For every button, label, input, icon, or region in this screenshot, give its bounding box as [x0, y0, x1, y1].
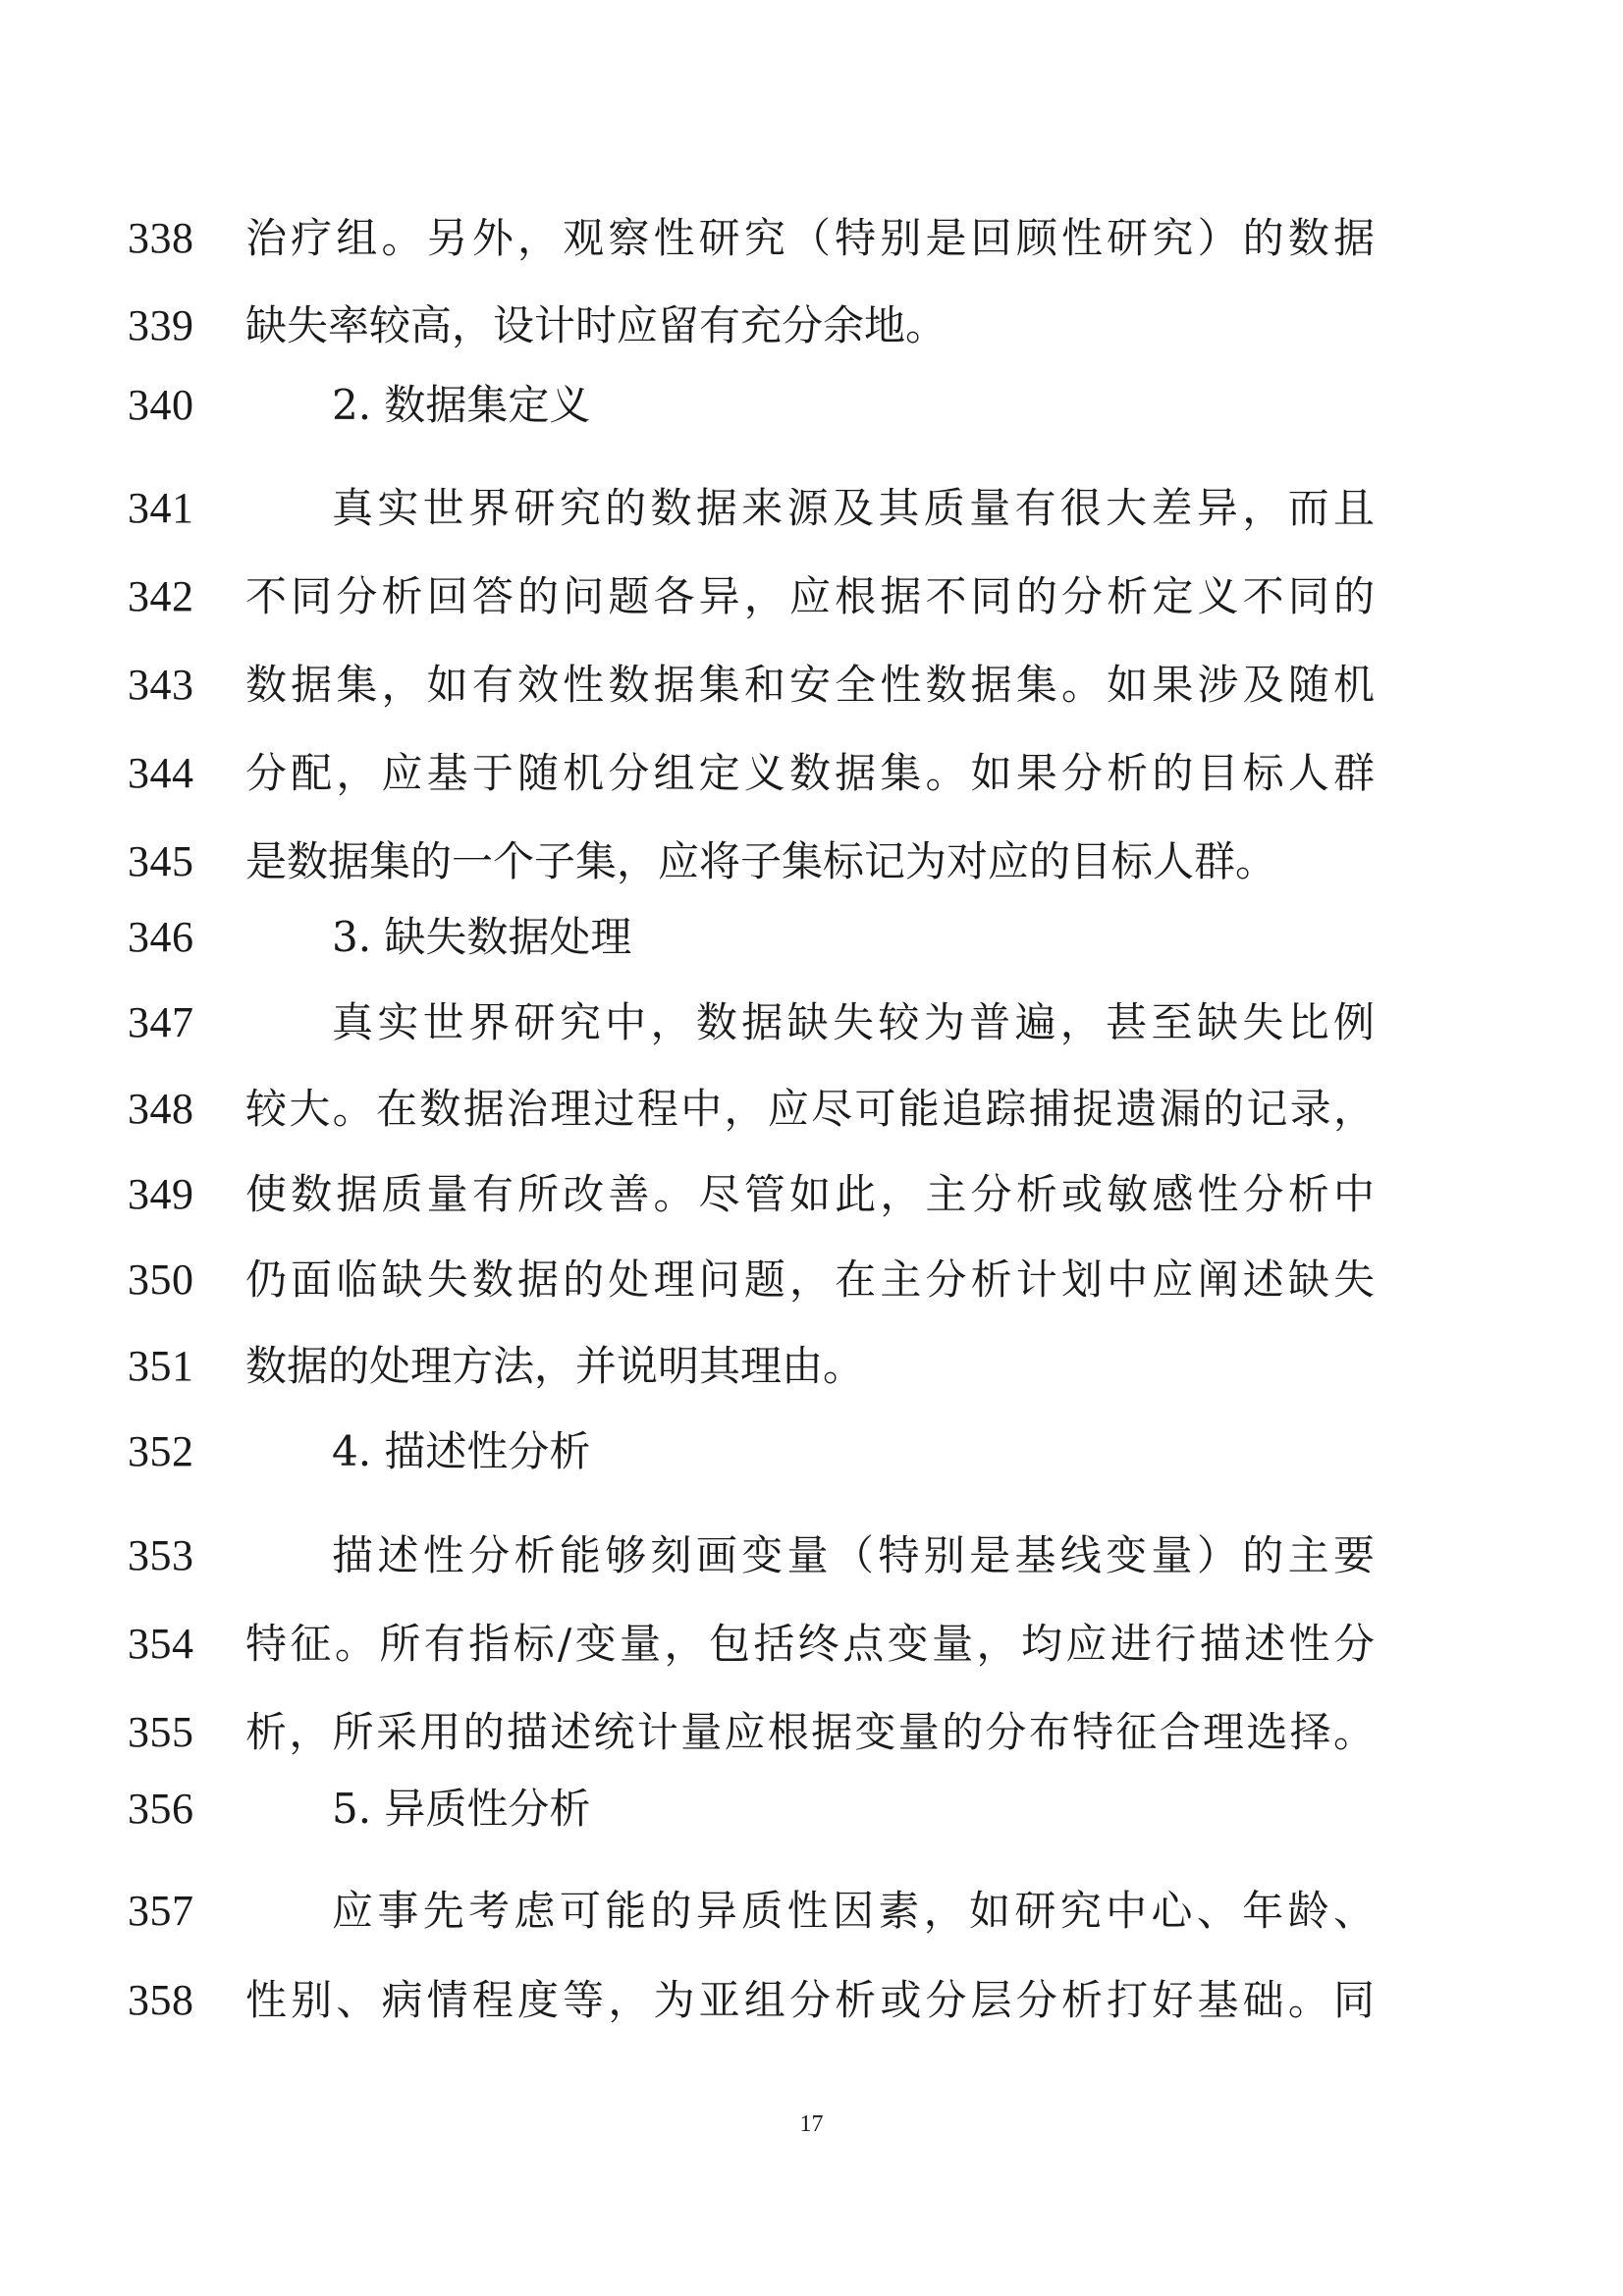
text-line	[0, 296, 1623, 355]
section-heading: 4. 描述性分析	[332, 1427, 591, 1475]
body-text: 分配，应基于随机分组定义数据集。如果分析的目标人群	[245, 749, 1375, 797]
line-number: 340	[128, 381, 194, 429]
text-line	[0, 1971, 1623, 2030]
body-text: 较大。在数据治理过程中，应尽可能追踪捕捉遗漏的记录，	[245, 1085, 1375, 1133]
line-number: 350	[128, 1255, 194, 1304]
text-line	[0, 1780, 1623, 1839]
body-text: 真实世界研究中，数据缺失较为普遍，甚至缺失比例	[332, 998, 1375, 1046]
line-number: 347	[128, 998, 194, 1046]
body-text: 析，所采用的描述统计量应根据变量的分布特征合理选择。	[245, 1708, 1375, 1756]
body-text: 性别、病情程度等，为亚组分析或分层分析打好基础。同	[245, 1976, 1375, 2024]
text-line	[0, 1526, 1623, 1585]
body-text: 数据集，如有效性数据集和安全性数据集。如果涉及随机	[245, 661, 1375, 709]
section-heading: 5. 异质性分析	[332, 1785, 591, 1833]
body-text: 仍面临缺失数据的处理问题，在主分析计划中应阐述缺失	[245, 1255, 1375, 1304]
line-number: 345	[128, 837, 194, 885]
text-line	[0, 1165, 1623, 1224]
page-number: 17	[799, 2111, 824, 2137]
text-line	[0, 744, 1623, 803]
body-text: 使数据质量有所改善。尽管如此，主分析或敏感性分析中	[245, 1170, 1375, 1218]
text-line	[0, 376, 1623, 435]
text-line	[0, 832, 1623, 891]
line-number: 344	[128, 749, 194, 797]
line-number: 339	[128, 301, 194, 349]
line-number: 349	[128, 1170, 194, 1218]
section-heading: 3. 缺失数据处理	[332, 913, 632, 961]
body-text: 是数据集的一个子集，应将子集标记为对应的目标人群。	[245, 837, 1277, 885]
line-number: 351	[128, 1342, 194, 1390]
line-number: 357	[128, 1887, 194, 1935]
text-line	[0, 1615, 1623, 1674]
line-number: 338	[128, 214, 194, 262]
section-heading: 2. 数据集定义	[332, 381, 591, 429]
body-text: 描述性分析能够刻画变量（特别是基线变量）的主要	[332, 1531, 1375, 1579]
line-number: 354	[128, 1620, 194, 1668]
text-line	[0, 908, 1623, 967]
body-text: 应事先考虑可能的异质性因素，如研究中心、年龄、	[332, 1887, 1375, 1935]
text-line	[0, 1080, 1623, 1139]
line-number: 343	[128, 661, 194, 709]
text-line	[0, 993, 1623, 1052]
line-number: 352	[128, 1427, 194, 1475]
line-number: 342	[128, 572, 194, 620]
text-line	[0, 567, 1623, 626]
text-line	[0, 1251, 1623, 1309]
line-number: 356	[128, 1785, 194, 1833]
text-line	[0, 656, 1623, 715]
line-number: 353	[128, 1531, 194, 1579]
text-line	[0, 1337, 1623, 1396]
body-text: 不同分析回答的问题各异，应根据不同的分析定义不同的	[245, 572, 1375, 620]
body-text: 缺失率较高，设计时应留有充分余地。	[245, 301, 947, 349]
text-line	[0, 479, 1623, 538]
line-number: 346	[128, 913, 194, 961]
line-number: 341	[128, 484, 194, 532]
body-text: 数据的处理方法，并说明其理由。	[245, 1342, 865, 1390]
text-line	[0, 1422, 1623, 1481]
body-text: 真实世界研究的数据来源及其质量有很大差异，而且	[332, 484, 1375, 532]
line-number: 358	[128, 1976, 194, 2024]
text-line	[0, 1703, 1623, 1762]
body-text: 特征。所有指标/变量，包括终点变量，均应进行描述性分	[245, 1620, 1375, 1668]
line-number: 348	[128, 1085, 194, 1133]
line-number: 355	[128, 1708, 194, 1756]
text-line	[0, 209, 1623, 268]
body-text: 治疗组。另外，观察性研究（特别是回顾性研究）的数据	[245, 214, 1375, 262]
text-line	[0, 1882, 1623, 1941]
